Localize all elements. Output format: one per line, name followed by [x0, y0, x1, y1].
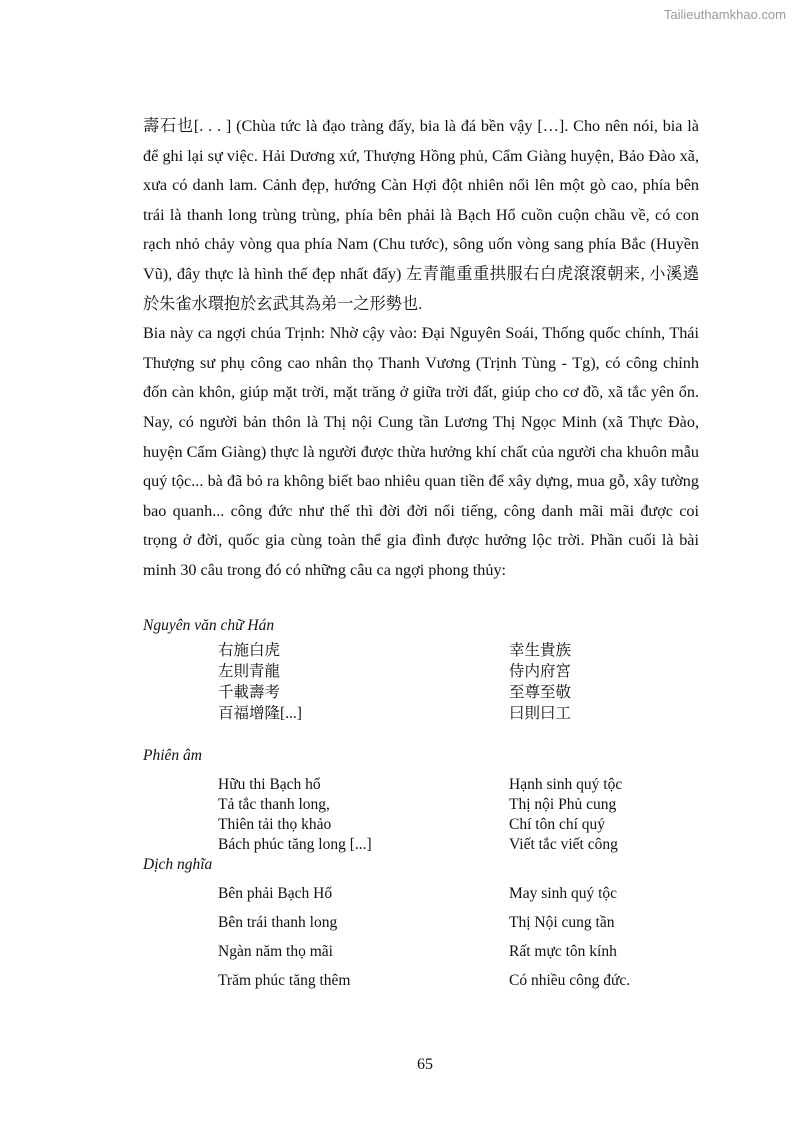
verse-left: Hữu thi Bạch hổ [218, 776, 321, 793]
verse-left: 千載壽考 [218, 684, 281, 701]
verse-right: Có nhiều công đức. [509, 972, 631, 989]
verse-left: 右施白虎 [218, 642, 281, 659]
verse-right: Viết tắc viết công [509, 836, 618, 853]
verse-left: Ngàn năm thọ mãi [218, 943, 333, 960]
phien-am-label: Phiên âm [143, 747, 202, 764]
verse-row [218, 659, 678, 680]
verse-row [218, 943, 678, 972]
verse-left: Bên trái thanh long [218, 914, 338, 931]
verse-right: Chí tôn chí quý [509, 816, 606, 833]
verse-row [218, 796, 678, 816]
paragraph-1: 壽石也[. . . ] (Chùa tức là đạo tràng đấy, bia là đá bền vậy […]. Cho nên nói, bia là để ghi lại sự việc. Hải Dương xứ, Thượng Hồng phủ, Cẩm Giàng huyện, Bảo Đào xã, xưa có danh lam. Cảnh đẹp, hướng Càn Hợi đột nhiên nổi lên một gò cao, phía bên trái là thanh long trùng trùng, phía bên phải là Bạch Hổ cuồn cuộn chầu về, có con rạch nhỏ chảy vòng qua phía Nam (Chu tước), sông uốn vòng sang phía Bắc (Huyền Vũ), đây thực là hình thế đẹp nhất đấy) 左青龍重重拱服右白虎滾滾朝来, 小溪遶於朱雀水環抱於玄武其為弟一之形勢也. [143, 117, 699, 313]
paragraph-2: Bia này ca ngợi chúa Trịnh: Nhờ cậy vào: Đại Nguyên Soái, Thống quốc chính, Thái Thượng sư phụ công cao nhân thọ Thanh Vương (Trịnh Tùng - Tg), có công chỉnh đốn càn khôn, giúp mặt trời, mặt trăng ở giữa trời đất, giúp cho cơ đồ, xã tắc yên ổn. Nay, có người bản thôn là Thị nội Cung tần Lương Thị Ngọc Minh (xã Thực Đào, huyện Cẩm Giàng) thực là người được thừa hưởng khí chất của người cha khuôn mẫu quý tộc... bà đã bỏ ra không biết bao nhiêu quan tiền để xây dựng, mua gỗ, xây tường bao quanh... công đức như thế thì đời đời nổi tiếng, công danh mãi mãi được coi trọng ở đời, quốc gia cùng toàn thể gia đình được hưởng lộc trời. Phần cuối là bài minh 30 câu trong đó có những câu ca ngợi phong thủy: [143, 324, 699, 579]
han-verse-table [218, 638, 678, 722]
verse-row [218, 638, 678, 659]
verse-row [218, 701, 678, 722]
dich-nghia-label: Dịch nghĩa [143, 856, 213, 873]
verse-left: Bên phải Bạch Hổ [218, 885, 333, 902]
verse-row [218, 776, 678, 796]
phien-am-verse-table [218, 776, 678, 856]
watermark: Tailieuthamkhao.com [663, 7, 786, 22]
verse-left: Tả tắc thanh long, [218, 796, 330, 813]
page-number: 65 [417, 1056, 433, 1073]
verse-right: 侍内府宮 [509, 663, 572, 680]
verse-right: May sinh quý tộc [509, 885, 618, 902]
verse-row [218, 914, 678, 943]
verse-right: Thị nội Phủ cung [509, 796, 617, 813]
dich-nghia-verse-table [218, 885, 678, 1001]
han-label: Nguyên văn chữ Hán [143, 617, 275, 634]
verse-right: Thị Nội cung tần [509, 914, 615, 931]
verse-left: 百福增隆[...] [218, 705, 302, 722]
verse-row [218, 885, 678, 914]
verse-right: 曰則曰工 [509, 705, 572, 722]
verse-right: 幸生貴族 [509, 642, 572, 659]
verse-row [218, 972, 678, 1001]
verse-left: Bách phúc tăng long [...] [218, 836, 372, 853]
verse-left: Trăm phúc tăng thêm [218, 972, 351, 989]
verse-left: Thiên tải thọ khảo [218, 816, 332, 833]
verse-right: Hạnh sinh quý tộc [509, 776, 623, 793]
verse-left: 左則青龍 [218, 663, 281, 680]
verse-row [218, 816, 678, 836]
verse-right: Rất mực tôn kính [509, 943, 617, 960]
body-text [143, 112, 699, 586]
verse-row [218, 680, 678, 701]
verse-row [218, 836, 678, 856]
verse-right: 至尊至敬 [509, 684, 572, 701]
